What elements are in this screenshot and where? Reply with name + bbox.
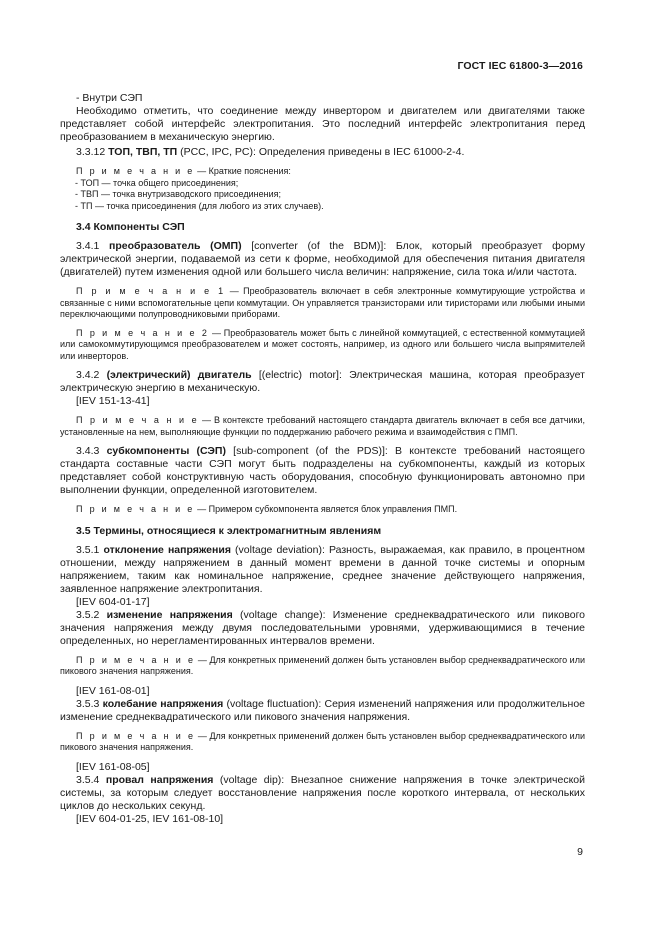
iev-reference: [IEV 151-13-41]: [76, 395, 150, 407]
term-definition: (voltage deviation): Разность, выражаемая, как правило, в процентном отношении, между напряжением в данный момент времени в данной точке системы и опорным напряжением, таким как номинальное напряжение, среднее значение действующего напряжения, заявленное напряжение электропитания.: [60, 543, 585, 595]
section-heading-3-5: 3.5 Термины, относящиеся к электромагнитным явлениям: [76, 524, 382, 537]
term-3-5-2: [60, 609, 585, 648]
note-label: П р и м е ч а н и е: [76, 166, 195, 176]
paragraph-interface-note: Необходимо отметить, что соединение между инвертором и двигателем или двигателями также представляет собой интерфейс электропитания. Это последний интерфейс электропитания перед преобразованием в механическую энергию.: [60, 105, 585, 143]
term-definition: [(electric) motor]: Электрическая машина, которая преобразует электрическую энергию в механическую.: [60, 369, 585, 394]
note-label: П р и м е ч а н и е: [76, 730, 196, 741]
term-number: 3.5.4: [76, 773, 100, 786]
term-number: 3.3.12: [76, 146, 106, 158]
iev-reference: [IEV 604-01-25, IEV 161-08-10]: [76, 812, 224, 825]
term-definition: (voltage dip): Внезапное снижение напряжения в точке электрической системы, за которым следует восстановление напряжения после короткого интервала, от нескольких циклов до нескольких секунд.: [60, 773, 585, 812]
term-3-5-3: [60, 698, 585, 724]
term-3-5-4: [60, 774, 585, 813]
note-label: П р и м е ч а н и е: [76, 504, 195, 514]
note-text: — Для конкретных применений должен быть установлен выбор среднеквадратического или пикового значения напряжения.: [60, 654, 585, 676]
document-header: ГОСТ IEC 61800-3—2016: [457, 60, 583, 72]
term-3-3-12: [60, 146, 585, 159]
term-name: субкомпоненты (СЭП): [106, 445, 226, 457]
note-converter-2: [60, 328, 585, 363]
note-text: — В контексте требований настоящего стандарта двигатель включает в себя все датчики, установленные на нем, выполняющие функции по поддержанию рабочего режима и взаимодействия с ПМП.: [60, 415, 585, 437]
note-label: П р и м е ч а н и е: [76, 415, 199, 425]
page-number: 9: [577, 846, 583, 858]
term-3-4-2: [60, 369, 585, 395]
term-name: (электрический) двигатель: [106, 369, 252, 381]
term-definition: (voltage fluctuation): Серия изменений напряжения или продолжительное изменение среднеквадратического или пикового значения напряжения.: [60, 697, 585, 723]
section-heading-3-4: 3.4 Компоненты СЭП: [76, 221, 185, 233]
note-text: — Преобразователь включает в себя электронные коммутирующие устройства и связанные с ними вспомогательные цепи коммутации. Он управляется транзисторами или тиристорами или любыми иными переключающими полупроводниковыми приборами.: [60, 286, 586, 319]
page-content: [60, 92, 585, 826]
note-text: — Преобразователь может быть с линейной коммутацией, с естественной коммутацией или самокоммутирующимся преобразователем и может состоять, например, из одного или большего числа выпрямителей или инверторов.: [60, 327, 585, 361]
term-name: изменение напряжения: [106, 608, 233, 621]
note-list: [60, 178, 585, 213]
term-name: преобразователь (ОМП): [108, 240, 242, 252]
note-label: П р и м е ч а н и е: [76, 654, 196, 665]
term-name: отклонение напряжения: [103, 543, 231, 556]
list-item: - ТВП — точка внутризаводского присоединения;: [75, 189, 281, 199]
note-text: — Краткие пояснения:: [194, 166, 291, 176]
term-name: ТОП, ТВП, ТП: [108, 146, 178, 158]
iev-reference: [IEV 161-08-05]: [76, 760, 150, 773]
list-item: - ТОП — точка общего присоединения;: [75, 177, 239, 188]
note-label: П р и м е ч а н и е 1: [76, 286, 226, 296]
term-definition: [converter (of the BDM)]: Блок, который преобразует форму электрической энергии, подаваемой из сети к форме, необходимой для обеспечения питания двигателя (двигателей) путем изменения одной или большего числа величин: напряжение, сила тока и/или частота.: [60, 240, 585, 278]
term-number: 3.4.1: [76, 240, 100, 252]
term-number: 3.5.1: [76, 543, 100, 556]
note-label: П р и м е ч а н и е 2: [76, 327, 210, 338]
term-definition: (voltage change): Изменение среднеквадратического или пикового значения напряжения между двумя последовательными уровнями, удерживающимися в течение определенных, но нерегламентированных интервалов времени.: [60, 608, 586, 647]
term-name: колебание напряжения: [102, 697, 224, 710]
term-number: 3.5.2: [76, 608, 100, 621]
term-definition: (PCC, IPC, PC): Определения приведены в IEC 61000-2-4.: [177, 146, 465, 158]
term-3-4-1: [60, 240, 585, 279]
paragraph-inside-pds: - Внутри СЭП: [76, 92, 143, 104]
term-definition: [sub-component (of the PDS)]: В контексте требований настоящего стандарта составные части СЭП могут быть подразделены на субкомпоненты, каждый из которых представляет собой конструктивную часть оборудования, способную функционировать автономно при выполнении функции, определенной изготовителем.: [60, 445, 585, 496]
note-pcc: [60, 166, 585, 178]
note-text: — Для конкретных применений должен быть установлен выбор среднеквадратического или пикового значения напряжения.: [60, 730, 585, 752]
term-number: 3.4.3: [76, 445, 100, 457]
note-subcomponent: [60, 504, 585, 516]
note-text: — Примером субкомпонента является блок управления ПМП.: [194, 504, 458, 514]
term-number: 3.4.2: [76, 369, 100, 381]
note-voltage-fluctuation: [60, 731, 585, 754]
iev-reference: [IEV 161-08-01]: [76, 684, 150, 697]
term-3-5-1: [60, 544, 585, 596]
term-name: провал напряжения: [105, 773, 214, 786]
note-converter-1: [60, 286, 585, 321]
iev-reference: [IEV 604-01-17]: [76, 595, 150, 608]
note-motor: [60, 415, 585, 438]
note-voltage-change: [60, 655, 585, 678]
term-3-4-3: [60, 445, 585, 497]
term-number: 3.5.3: [76, 697, 100, 710]
list-item: - ТП — точка присоединения (для любого из этих случаев).: [75, 200, 324, 211]
